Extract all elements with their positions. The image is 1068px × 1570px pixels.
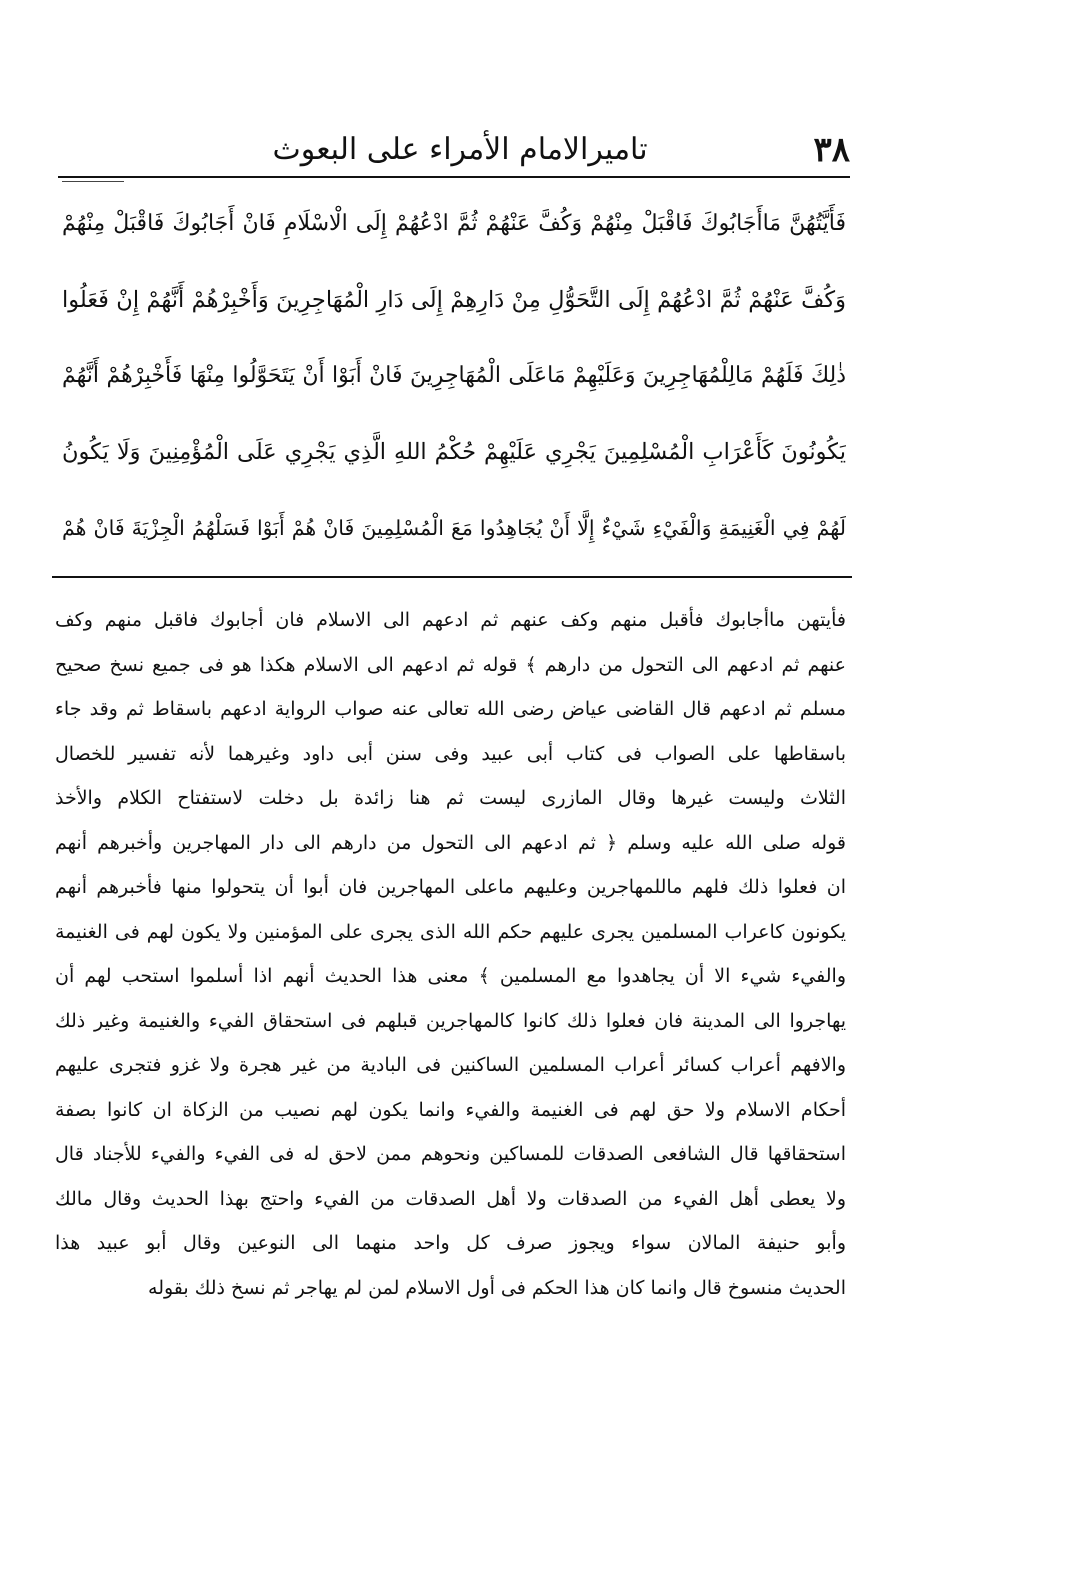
hadith-line: لَهُمْ فِي الْغَنِيمَةِ وَالْفَيْءِ شَيْءٌ إِلَّا أَنْ يُجَاهِدُوا مَعَ الْمُسْلِمِينَ فَانْ هُمْ أَبَوْا فَسَلْهُمُ الْجِزْيَةَ فَانْ هُمْ [62,516,846,540]
hadith-line: يَكُونُونَ كَأَعْرَابِ الْمُسْلِمِينَ يَجْرِي عَلَيْهِمْ حُكْمُ اللهِ الَّذِي يَجْرِي عَلَى الْمُؤْمِنِينَ وَلَا يَكُونُ [62,439,846,465]
running-title: تاميرالامام الأمراء على البعوث [272,132,648,167]
commentary-text [55,598,846,1310]
commentary-line: عنهم ثم ادعهم الى التحول من دارهم ﴾ قوله ثم ادعهم الى الاسلام هكذا هو فى جميع نسخ صحيح [55,653,846,676]
commentary-line: يهاجروا الى المدينة فان فعلوا ذلك كانوا كالمهاجرين قبلهم فى استحقاق الفيء والغنيمة وغير ذلك [55,1009,846,1032]
header-rule [58,176,850,178]
commentary-line: استحقاقها قال الشافعى الصدقات للمساكين ونحوهم ممن لاحق له فى الفيء والفيء للأجناد قال [55,1143,846,1165]
commentary-line: وأبو حنيفة المالان سواء ويجوز صرف كل واحد منهما الى النوعين وقال أبو عبيد هذا [55,1232,846,1254]
commentary-line: مسلم ثم ادعهم قال القاضى عياض رضى الله تعالى عنه صواب الرواية ادعهم باسقاط ثم وقد جاء [55,698,846,720]
commentary-line: ان فعلوا ذلك فلهم ماللمهاجرين وعليهم ماعلى المهاجرين فان أبوا أن يتحولوا منها فأخبرهم أنهم [55,876,846,898]
page-header [70,128,850,172]
hadith-line: فَأَيَّتُهُنَّ مَاأَجَابُوكَ فَاقْبَلْ مِنْهُمْ وَكُفَّ عَنْهُمْ ثُمَّ ادْعُهُمْ إِلَى الْاسْلَامِ فَانْ أَجَابُوكَ فَاقْبَلْ مِنْهُمْ [62,211,846,236]
commentary-line: والافهم أعراب كسائر أعراب المسلمين الساكنين فى البادية من غير هجرة ولا غزو فتجرى عليهم [55,1054,846,1076]
hadith-line: وَكُفَّ عَنْهُمْ ثُمَّ ادْعُهُمْ إِلَى التَّحَوُّلِ مِنْ دَارِهِمْ إِلَى دَارِ الْمُهَاجِرِينَ وَأَخْبِرْهُمْ أَنَّهُمْ إِنْ فَعَلُوا [62,287,846,313]
hadith-line: ذٰلِكَ فَلَهُمْ مَالِلْمُهَاجِرِينَ وَعَلَيْهِمْ مَاعَلَى الْمُهَاجِرِينَ فَانْ أَبَوْا أَنْ يَتَحَوَّلُوا مِنْهَا فَأَخْبِرْهُمْ أَنَّهُمْ [62,363,846,388]
header-rule-tick [62,181,124,182]
commentary-line: فأيتهن ماأجابوك فأقبل منهم وكف عنهم ثم ادعهم الى الاسلام فان أجابوك فاقبل منهم وكف [55,609,846,631]
hadith-text [62,186,846,566]
commentary-line: الحديث منسوخ قال وانما كان هذا الحكم فى أول الاسلام لمن لم يهاجر ثم نسخ ذلك بقوله [148,1276,846,1299]
commentary-line: أحكام الاسلام ولا حق لهم فى الغنيمة والفيء وانما يكون لهم نصيب من الزكاة ان كانوا بصفة [55,1098,846,1121]
section-divider [52,576,852,578]
commentary-line: الثلاث وليست غيرها وقال المازرى ليست ثم هنا زائدة بل دخلت لاستفتاح الكلام والأخذ [55,787,846,809]
commentary-line: باسقاطها على الصواب فى كتاب أبى عبيد وفى سنن أبى داود وغيرهما لأنه تفسير للخصال [55,742,846,765]
commentary-line: يكونون كاعراب المسلمين يجرى عليهم حكم الله الذى يجرى على المؤمنين ولا يكون لهم فى الغنيمة [55,920,846,943]
commentary-line: ولا يعطى أهل الفيء من الصدقات ولا أهل الصدقات من الفيء واحتج بهذا الحديث وقال مالك [55,1187,846,1210]
page-number: ٣٨ [813,130,850,170]
commentary-line: قوله صلى الله عليه وسلم ﴿ ثم ادعهم الى التحول من دارهم الى دار المهاجرين وأخبرهم أنهم [55,831,846,854]
commentary-line: والفيء شيء الا أن يجاهدوا مع المسلمين ﴾ معنى هذا الحديث أنهم اذا أسلموا استحب لهم أن [55,965,846,987]
